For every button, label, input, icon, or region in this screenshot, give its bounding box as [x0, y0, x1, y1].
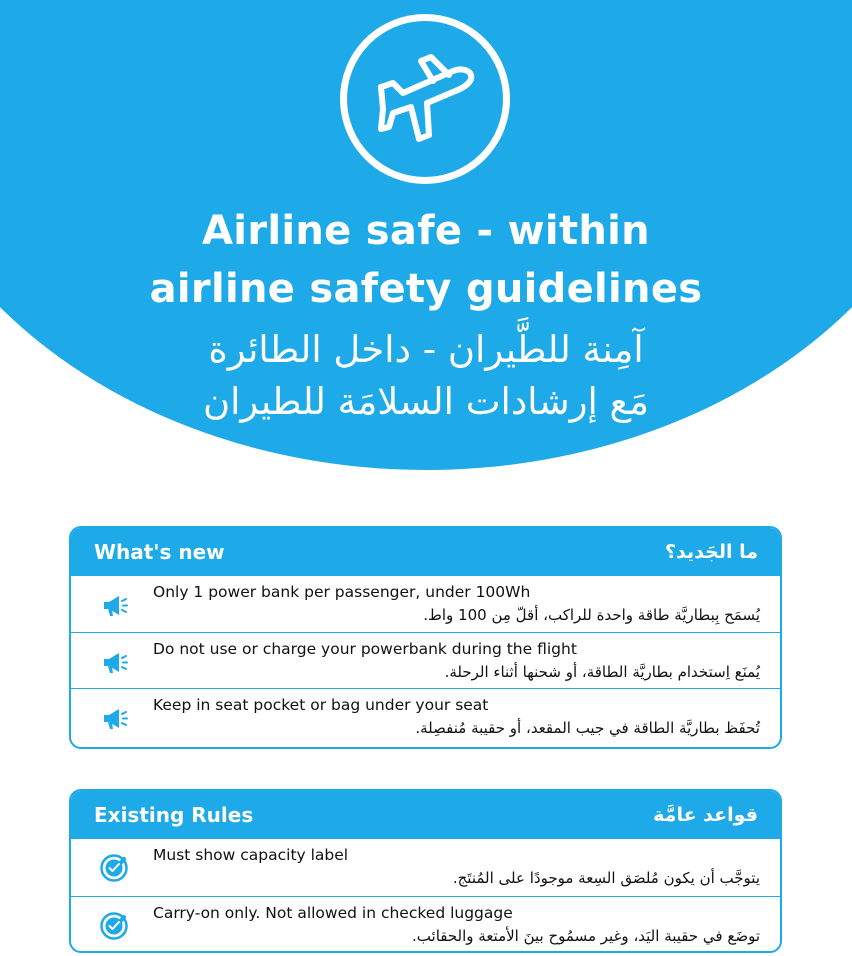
title-ar-line1: آمِنة للطَّيران - داخل الطائرة [208, 328, 644, 371]
list-item [71, 688, 780, 744]
whats-new-card [69, 526, 782, 749]
title-en-line2: airline safety guidelines [149, 266, 703, 312]
check-badge-icon [99, 911, 129, 941]
airplane-icon [369, 43, 481, 155]
existing-rules-header [71, 791, 780, 839]
existing-rules-heading-en: Existing Rules [94, 803, 254, 827]
list-item [71, 896, 780, 953]
item-text-en: Keep in seat pocket or bag under your seat [153, 696, 489, 714]
item-text-ar: يُسمَح بِبطاريَّة طاقة واحدة للراكب، أقلّ مِن 100 واط. [423, 606, 760, 624]
megaphone-icon [99, 647, 129, 677]
list-item [71, 576, 780, 632]
whats-new-header [71, 528, 780, 576]
megaphone-icon [99, 703, 129, 733]
item-text-ar: يُمنَع اِستخدام بطاريَّة الطاقة، أو شحنها أثناء الرحلة. [444, 663, 760, 681]
airplane-badge [340, 14, 510, 184]
item-text-en: Do not use or charge your powerbank during the flight [153, 640, 577, 658]
item-text-ar: توضَع في حقيبة اليَد، وغير مسمُوح بينَ الأمتعة والحقائب. [412, 927, 760, 945]
item-text-ar: تُحفَظ بطاريَّة الطاقة في جيب المقعد، أو حقيبة مُنفصِلة. [415, 719, 760, 737]
list-item [71, 632, 780, 688]
item-text-en: Must show capacity label [153, 846, 349, 864]
whats-new-heading-ar: ما الجَديد؟ [665, 541, 758, 563]
hero [0, 0, 852, 470]
existing-rules-card [69, 789, 782, 953]
megaphone-icon [99, 590, 129, 620]
title-en-line1: Airline safe - within [202, 208, 650, 254]
list-item [71, 839, 780, 896]
whats-new-heading-en: What's new [94, 540, 225, 564]
item-text-en: Carry-on only. Not allowed in checked luggage [153, 904, 513, 922]
item-text-en: Only 1 power bank per passenger, under 100Wh [153, 583, 531, 601]
check-badge-icon [99, 853, 129, 883]
item-text-ar: يتوجَّب أن يكون مُلصَق السِعة موجودًا على المُنتَج. [452, 869, 760, 887]
existing-rules-heading-ar: قواعد عامَّة [653, 804, 758, 826]
title-ar-line2: مَع إرشادات السلامَة للطيران [202, 380, 649, 423]
